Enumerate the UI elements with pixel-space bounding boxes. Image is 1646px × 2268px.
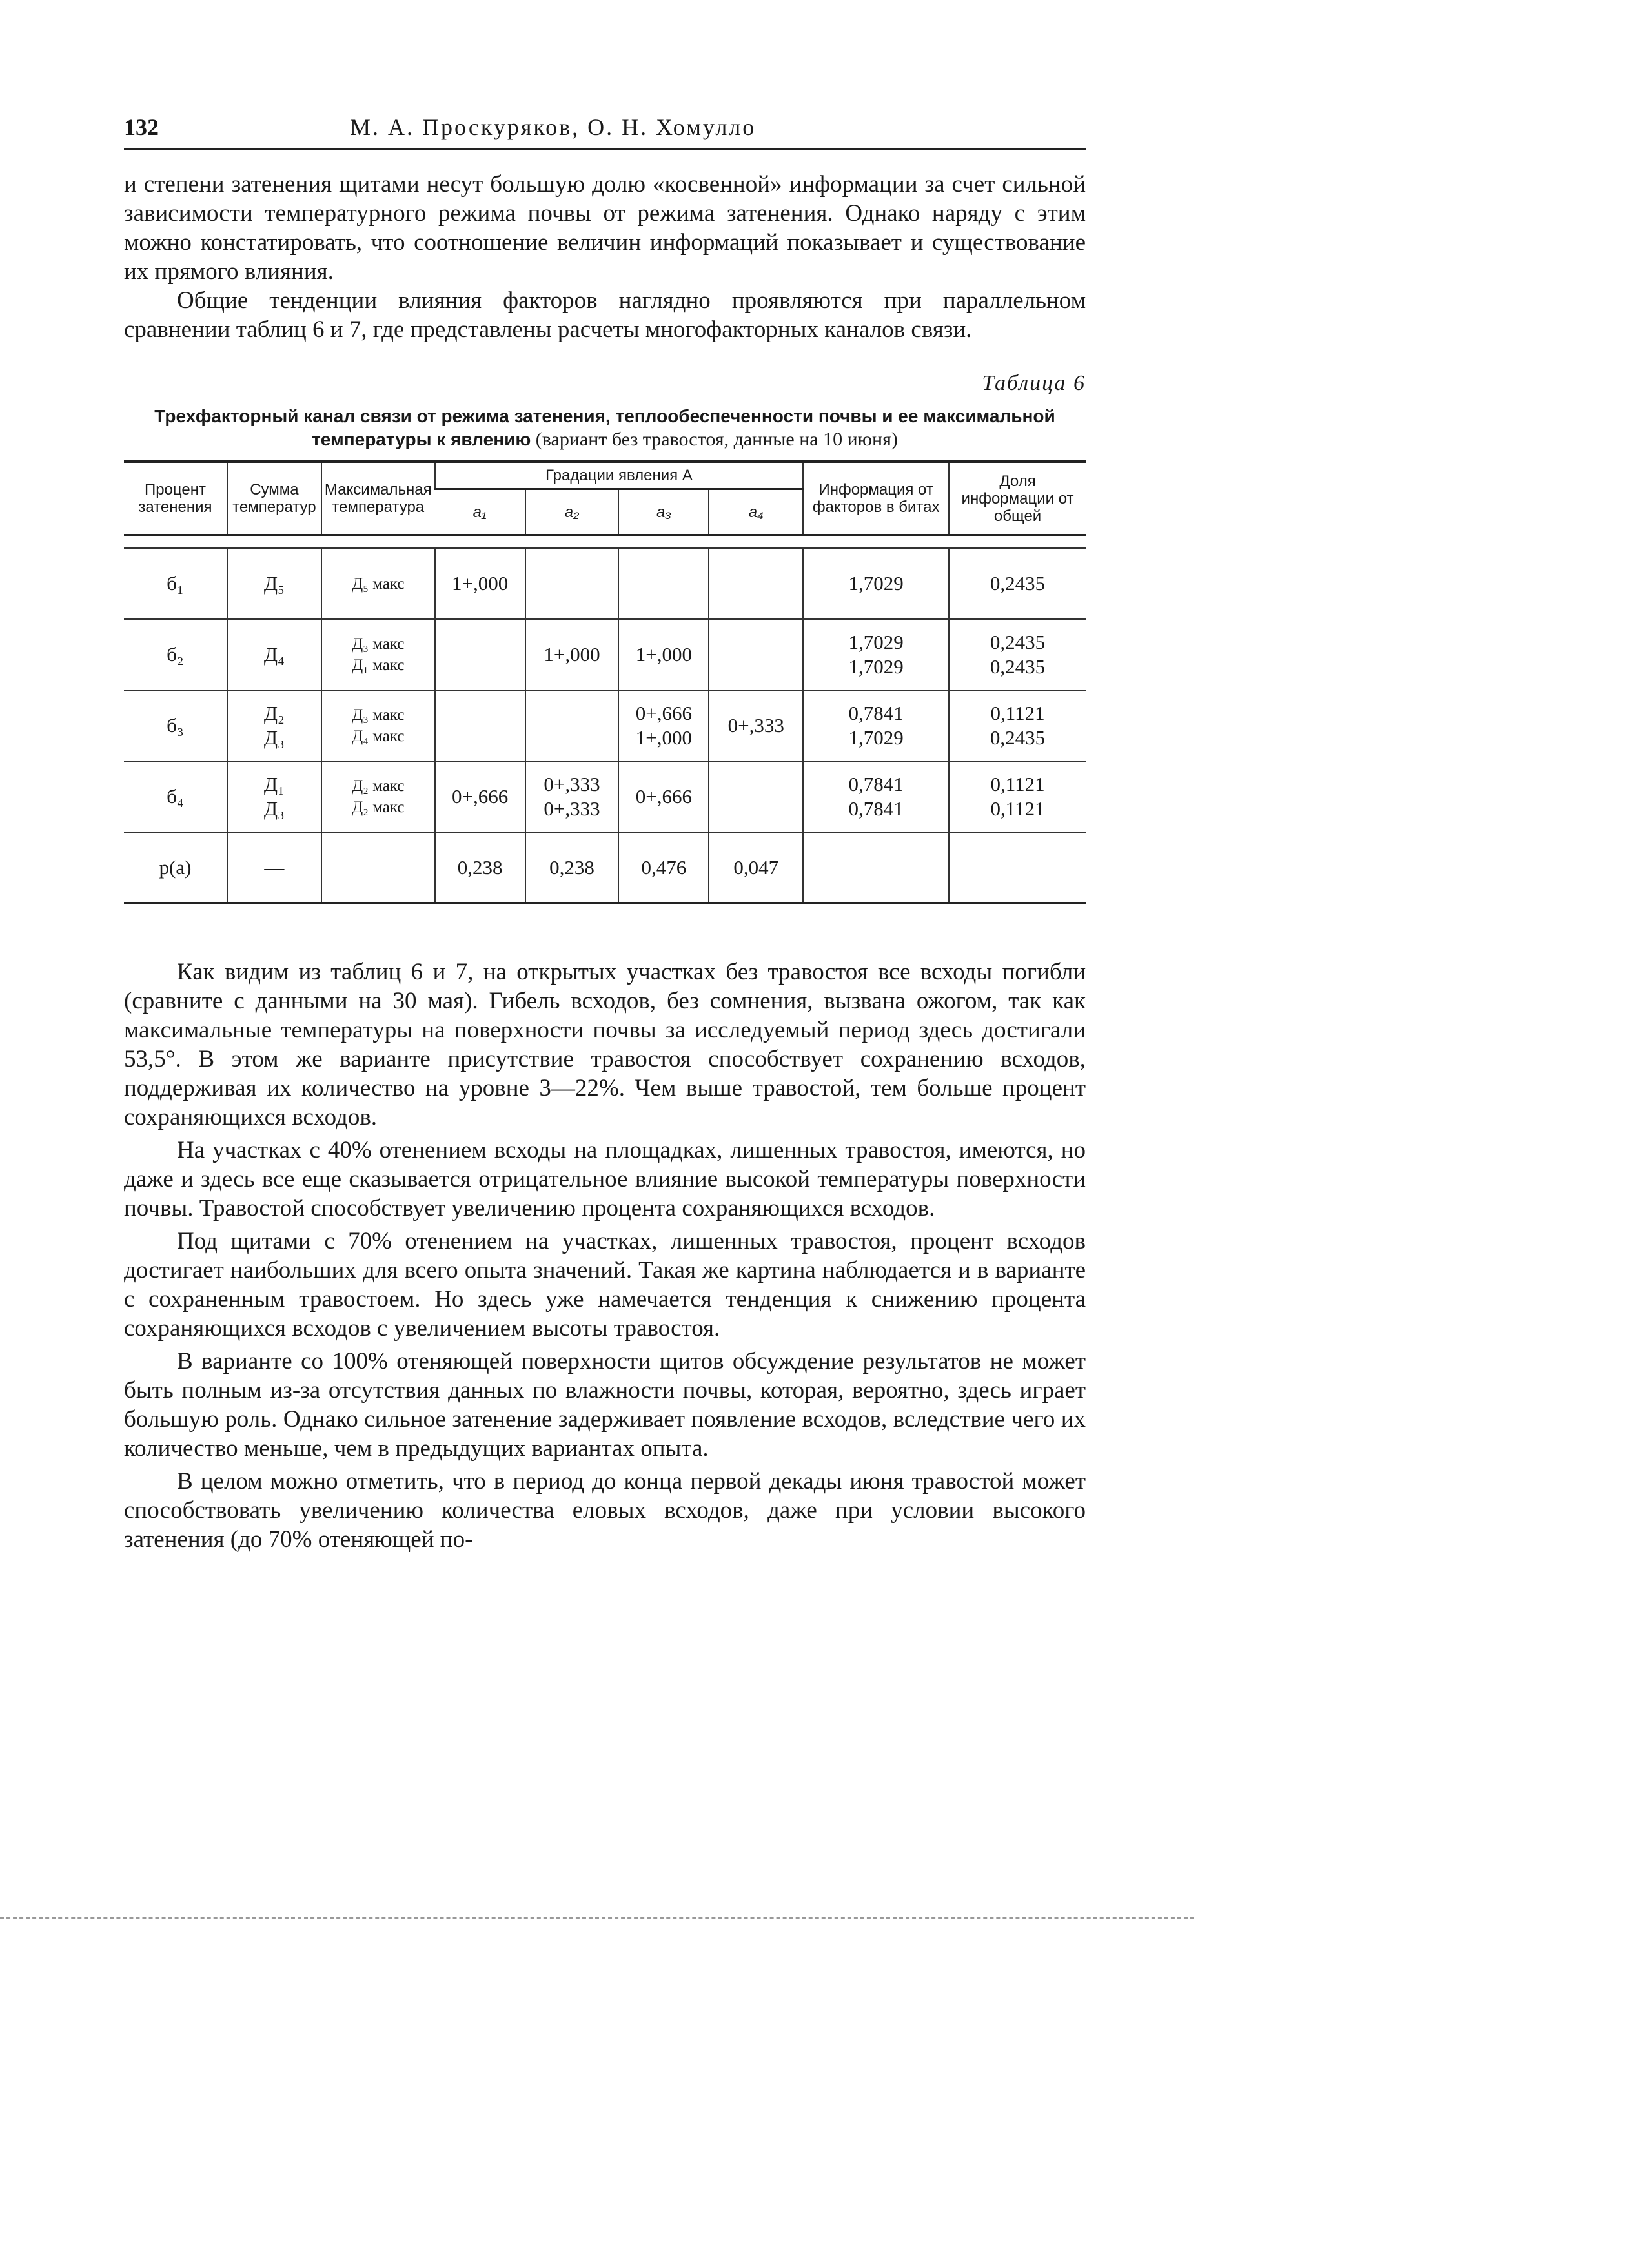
table-row	[124, 761, 1086, 832]
table-body	[124, 535, 1086, 904]
paragraph: Общие тенденции влияния факторов наглядно проявляются при параллельном сравнении таблиц 6 и 7, где представлены расчеты многофакторных каналов связи.	[124, 287, 1086, 343]
table-cell-a2: 1+,000	[525, 619, 619, 690]
header-a3: a₃	[618, 489, 709, 535]
table-row	[124, 619, 1086, 690]
table-cell-a3	[618, 548, 709, 619]
table-cell-a2: 0+,333 0+,333	[525, 761, 619, 832]
book-page	[124, 110, 1086, 1558]
table-cell-share: 0,1121 0,2435	[949, 690, 1086, 761]
header-sum-temp: Сумма температур	[227, 462, 321, 535]
table-cell-a1	[435, 690, 525, 761]
table-cell-a3: 0+,666 1+,000	[618, 690, 709, 761]
table-cell-sum: Д₂ Д₃	[227, 690, 321, 761]
table-cell-share: 0,2435	[949, 548, 1086, 619]
table-cell-b: б₂	[124, 619, 227, 690]
table-title-bold: Трехфакторный канал связи от режима затенения, теплообеспеченности почвы и ее максимальной температуры к явлению	[154, 406, 1055, 449]
paragraph: В варианте со 100% отеняющей поверхности щитов обсуждение результатов не может быть полным из-за отсутствия данных по влажности почвы, которая, вероятно, здесь играет большую роль. Однако сильное затенение задерживает появление всходов, вследствие чего их количество меньше, чем в предыдущих вариантах опыта.	[124, 1348, 1086, 1462]
table-cell-b: б₁	[124, 548, 227, 619]
table-cell-sum: —	[227, 832, 321, 903]
table-cell-info: 1,7029	[803, 548, 949, 619]
table-cell-sum: Д₄	[227, 619, 321, 690]
table-cell-a2	[525, 548, 619, 619]
table-cell-b: б₄	[124, 761, 227, 832]
table-cell-a3: 0+,666	[618, 761, 709, 832]
table-cell-share: 0,1121 0,1121	[949, 761, 1086, 832]
table-cell-a4	[709, 619, 803, 690]
header-percent: Процент затенения	[124, 462, 227, 535]
table-row	[124, 548, 1086, 619]
table-title	[124, 405, 1086, 451]
page-number: 132	[124, 114, 159, 140]
table-cell-share: 0,2435 0,2435	[949, 619, 1086, 690]
paragraph: Как видим из таблиц 6 и 7, на открытых участках без травостоя все всходы погибли (сравните с данными на 30 мая). Гибель всходов, без сомнения, вызвана ожогом, так как максимальные температуры на поверхности почвы за исследуемый период здесь достигали 53,5°. В этом же варианте присутствие травостоя способствует сохранению всходов, поддерживая их количество на уровне 3—22%. Чем выше травостой, тем больше процент сохраняющихся всходов.	[124, 959, 1086, 1130]
table-cell-a4	[709, 548, 803, 619]
paragraph: На участках с 40% отенением всходы на площадках, лишенных травостоя, имеются, но даже и здесь все еще сказывается отрицательное влияние высокой температуры поверхности почвы. Травостой способствует увеличению процента сохраняющихся всходов.	[124, 1137, 1086, 1221]
data-table	[124, 460, 1086, 904]
table-cell-info: 0,7841 1,7029	[803, 690, 949, 761]
table-cell-a2	[525, 690, 619, 761]
table-cell-max: Д₅ макс	[321, 548, 435, 619]
header-a1: a₁	[435, 489, 525, 535]
header-info: Информация от факторов в битах	[803, 462, 949, 535]
scan-artifact-line	[0, 1917, 1194, 1919]
paragraph: В целом можно отметить, что в период до конца первой декады июня травостой может способствовать увеличению количества еловых всходов, даже при условии высокого затенения (до 70% отеняющей по-	[124, 1468, 1086, 1553]
header-a4: a₄	[709, 489, 803, 535]
bottom-text-block	[124, 957, 1086, 1554]
table-cell-max: Д₃ макс Д₁ макс	[321, 619, 435, 690]
header-max-temp: Максимальная температура	[321, 462, 435, 535]
table-cell-a4: 0,047	[709, 832, 803, 903]
table-cell-b: б₃	[124, 690, 227, 761]
table-cell-a1	[435, 619, 525, 690]
table-title-rest: (вариант без травостоя, данные на 10 июня)	[535, 429, 898, 450]
table-cell-a2: 0,238	[525, 832, 619, 903]
table-row	[124, 832, 1086, 903]
table-cell-a3: 1+,000	[618, 619, 709, 690]
table-number: Таблица 6	[982, 371, 1086, 395]
table-cell-b: p(a)	[124, 832, 227, 903]
table-cell-sum: Д₁ Д₃	[227, 761, 321, 832]
table-cell-max	[321, 832, 435, 903]
table-cell-max: Д₂ макс Д₂ макс	[321, 761, 435, 832]
paragraph: и степени затенения щитами несут большую долю «косвенной» информации за счет сильной зависимости температурного режима почвы от режима затенения. Однако наряду с этим можно констатировать, что соотношение величин информаций показывает и существование их прямого влияния.	[124, 171, 1086, 285]
table-cell-a1: 0,238	[435, 832, 525, 903]
table-cell-a1: 1+,000	[435, 548, 525, 619]
header-a2: a₂	[525, 489, 619, 535]
table-cell-sum: Д₅	[227, 548, 321, 619]
table-cell-a4: 0+,333	[709, 690, 803, 761]
table-cell-info: 1,7029 1,7029	[803, 619, 949, 690]
running-header-authors: М. А. Проскуряков, О. Н. Хомулло	[350, 114, 757, 140]
table-cell-a1: 0+,666	[435, 761, 525, 832]
table-cell-a3: 0,476	[618, 832, 709, 903]
table-cell-info: 0,7841 0,7841	[803, 761, 949, 832]
paragraph: Под щитами с 70% отенением на участках, лишенных травостоя, процент всходов достигает наибольших для всего опыта значений. Такая же картина наблюдается и в варианте с сохраненным травостоем. Но здесь уже намечается тенденция к снижению процента сохраняющихся всходов с увеличением высоты травостоя.	[124, 1228, 1086, 1342]
table-cell-max: Д₃ макс Д₄ макс	[321, 690, 435, 761]
table-cell-share	[949, 832, 1086, 903]
table-cell-info	[803, 832, 949, 903]
top-text-block	[124, 170, 1086, 344]
header-gradations: Градации явления А	[435, 462, 804, 489]
header-share: Доля информации от общей	[949, 462, 1086, 535]
table-row	[124, 690, 1086, 761]
table-cell-a4	[709, 761, 803, 832]
running-header	[124, 110, 1086, 150]
